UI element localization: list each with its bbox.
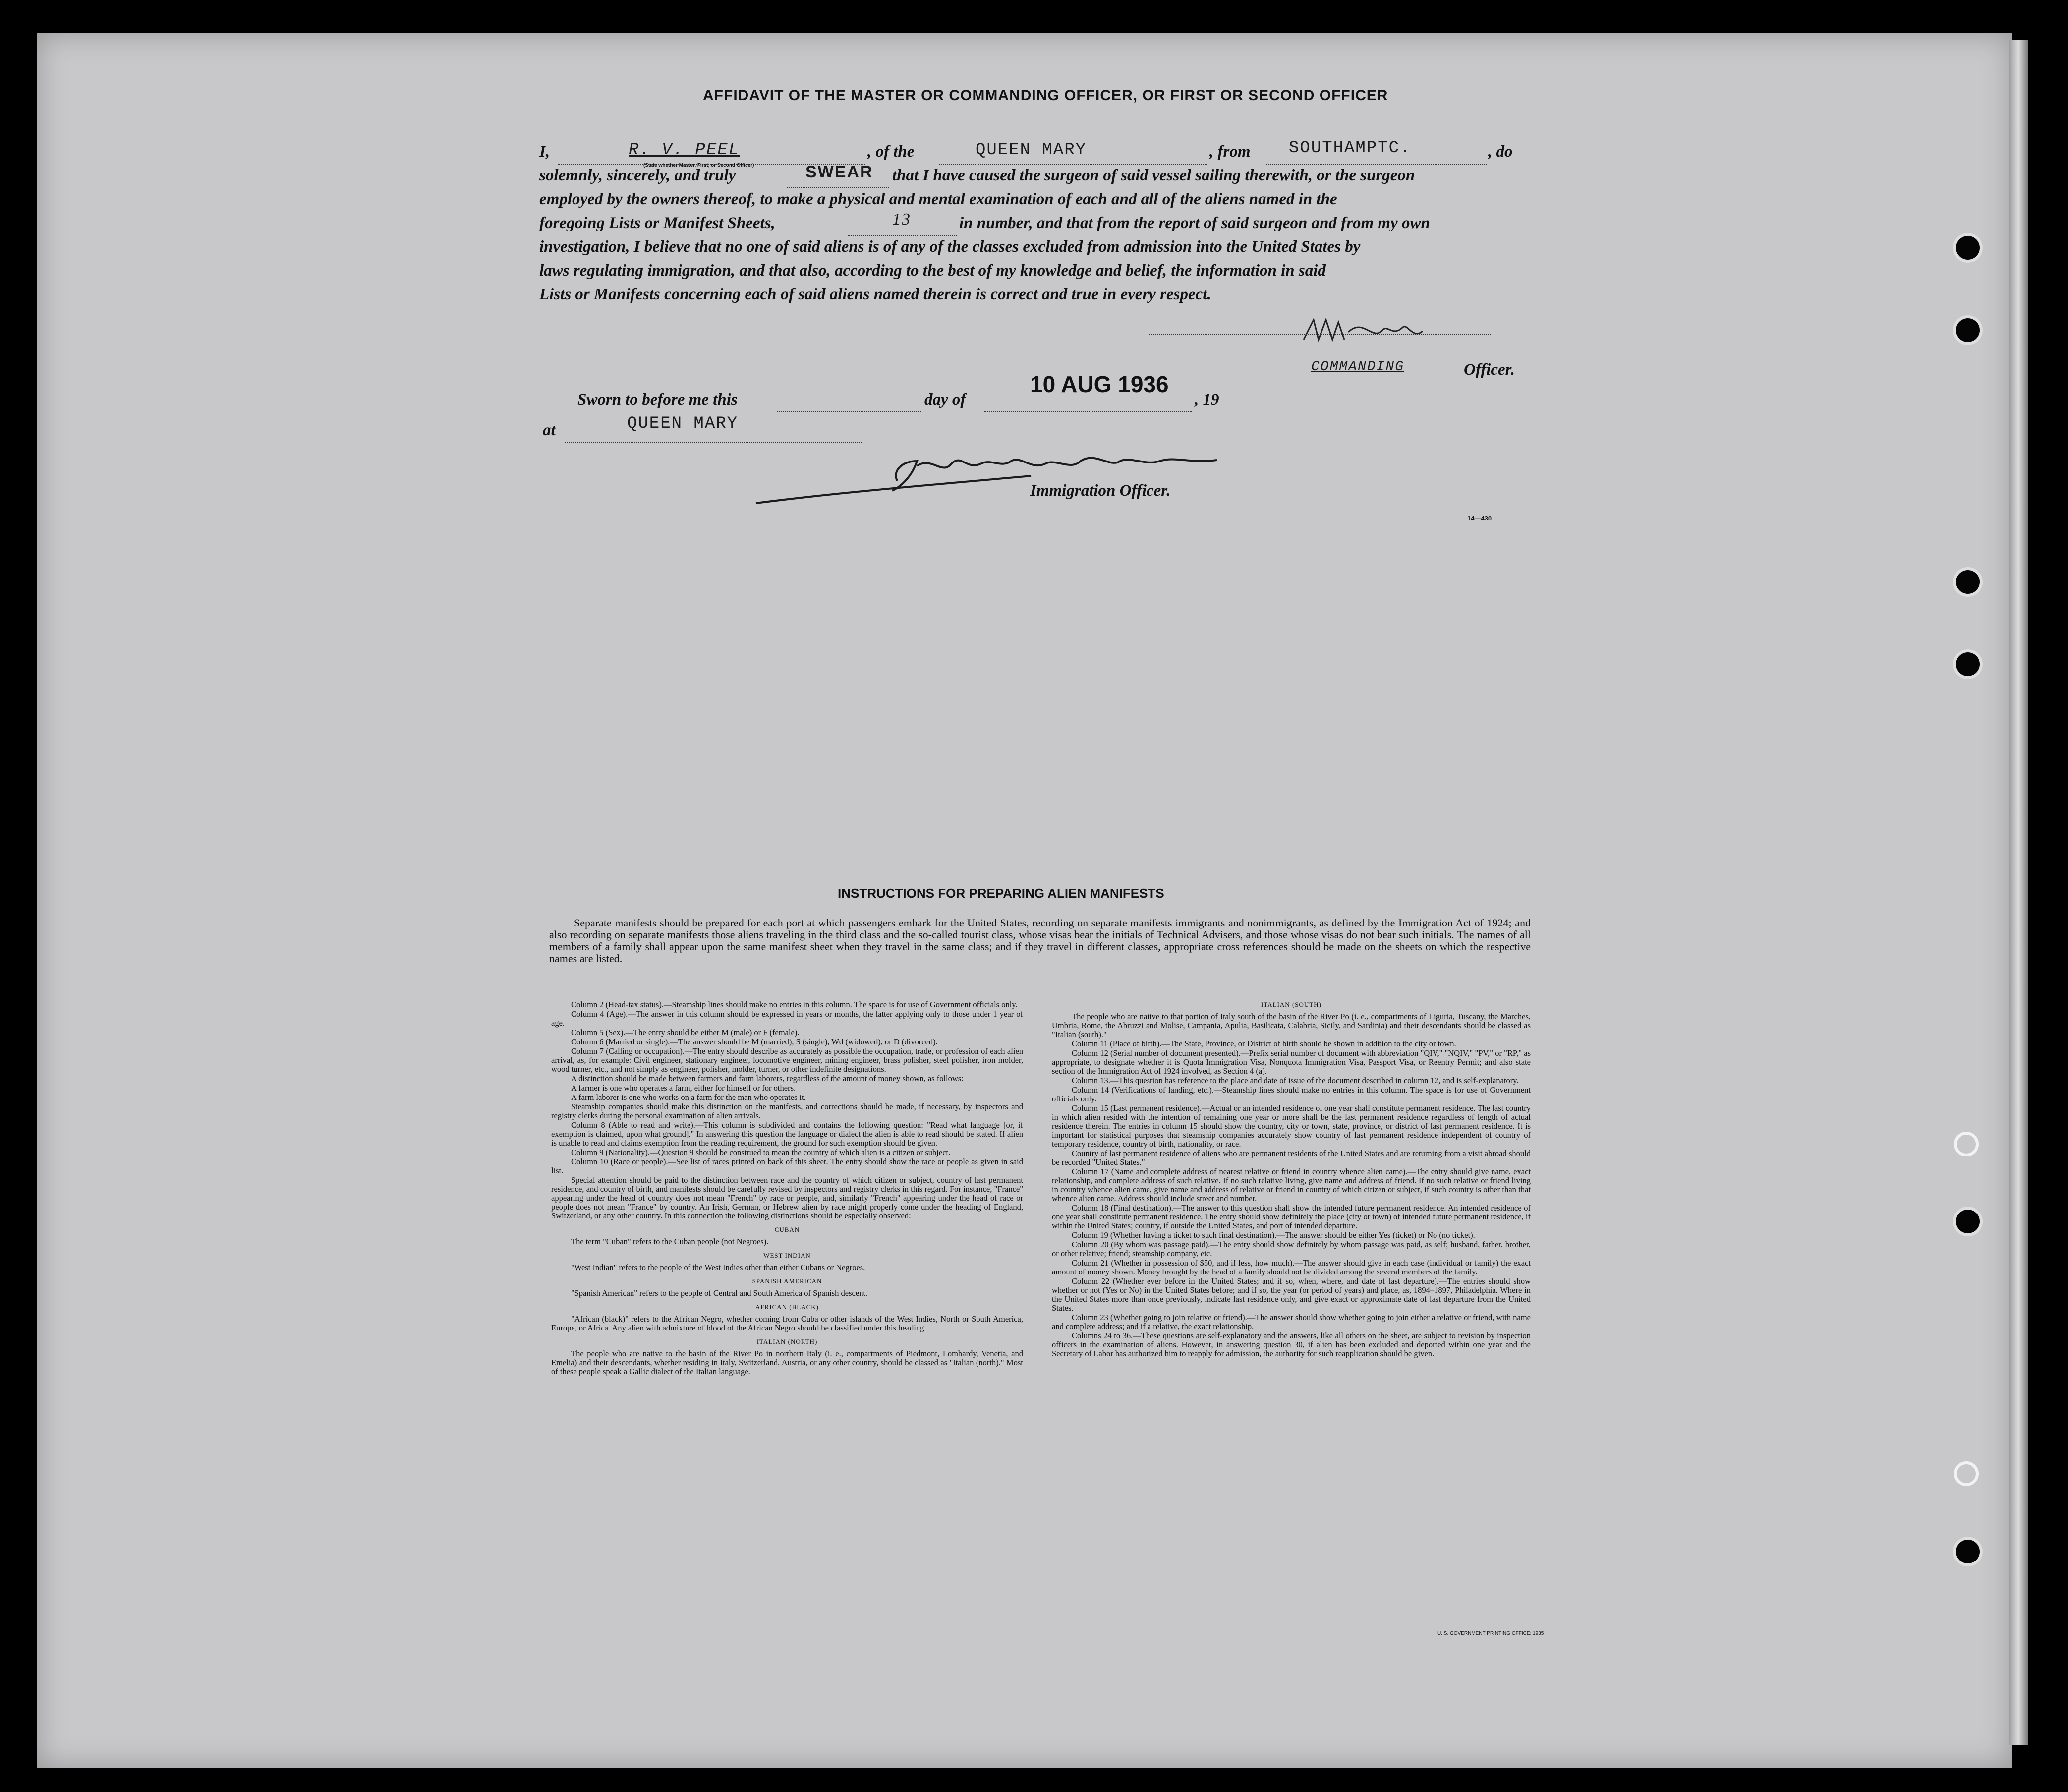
cuban-heading: CUBAN xyxy=(774,1226,800,1233)
col-14-text: Column 14 (Verifications of landing, etc.).—Steamship lines should make no entries in this column. The space is for use of Government officials only. xyxy=(1052,1085,1531,1103)
sheet-count: 13 xyxy=(892,210,911,229)
italian-south-heading: ITALIAN (SOUTH) xyxy=(1261,1001,1321,1008)
col-22-text: Column 22 (Whether ever before in the United States; and if so, when, where, and date of last departure).—The entries should show whether or not (Yes or No) in the United States before; and if so, the year (or period of years) and place, as, 1894–1897, Philadelphia. Where in the United States more than once previously, indicate last residence only, and give exact or approximate date of last departure from the United States. xyxy=(1052,1276,1531,1313)
port-name: SOUTHAMPTC. xyxy=(1289,139,1411,158)
instructions-intro: Separate manifests should be prepared for each port at which passengers embark for the United States, recording on separate manifests immigrants and nonimmigrants, as defined by the Immigration Act of 1924; and also recording on separate manifests those aliens traveling in the third class and the so-called tourist class, whose visas bear the initials of Technical Advisers, and those whose visas do not bear such initials. The names of all members of a family shall appear upon the same manifest sheet when they travel in the same class; and if they travel in different classes, appropriate cross references should be made on the sheets on which the respective names are listed. xyxy=(549,917,1531,965)
col-9-text: Column 9 (Nationality).—Question 9 should be construed to mean the country of which alien is a citizen or subject. xyxy=(571,1148,951,1157)
west-indian-text: "West Indian" refers to the people of the West Indies other than either Cubans or Negroes. xyxy=(571,1263,865,1272)
cuban-text: The term "Cuban" refers to the Cuban people (not Negroes). xyxy=(571,1237,769,1246)
col-15-text: Column 15 (Last permanent residence).—Actual or an intended residence of one year shall constitute permanent residence. The last country in which alien resided with the intention of remaining one year or more shall be the last permanent residence regardless of length of actual residence therein. The entries in column 15 should show the country, city or town, state, province, or district of last permanent residence. It is important for statistical purposes that steamship companies accurately show country of last permanent residence independent of country of temporary residence, country of birth, nationality, or race. xyxy=(1052,1103,1531,1149)
at-label: at xyxy=(543,421,556,439)
at-place: QUEEN MARY xyxy=(627,414,739,433)
affidavit-line-3: employed by the owners thereof, to make a physical and mental examination of each and all of the aliens named in the xyxy=(539,190,1337,208)
italian-north-text: The people who are native to the basin of the River Po in northern Italy (i. e., compartments of Piedmont, Lombardy, Venetia, and Emelia) and their descendants, whether residing in Italy, Switzerland, Austria, or any other country, should be classed as "Italian (north)." Most of these people speak a Gallic dialect of the Italian language. xyxy=(551,1349,1023,1376)
printer-imprint: U. S. GOVERNMENT PRINTING OFFICE: 1935 xyxy=(1437,1631,1544,1636)
affidavit-line-4b: in number, and that from the report of said surgeon and from my own xyxy=(959,214,1430,232)
line-prefix: I, xyxy=(539,143,550,161)
col-6-text: Column 6 (Married or single).—The answer should be M (married), S (single), Wd (widowed), or D (divorced). xyxy=(571,1037,938,1046)
instructions-title: INSTRUCTIONS FOR PREPARING ALIEN MANIFESTS xyxy=(838,886,1164,901)
col-7-text: Column 7 (Calling or occupation).—The entry should describe as accurately as possible the occupation, trade, or profession of each alien arrival, as, for example: Civil engineer, stationary engineer, locomotive engineer, mining engineer, brass polisher, steel polisher, iron molder, wood turner, etc., and not simply as engineer, polisher, molder, turner, or other indefinite designations. xyxy=(551,1046,1023,1074)
from-label: , from xyxy=(1209,143,1251,161)
affidavit-title: AFFIDAVIT OF THE MASTER OR COMMANDING OFFICER, OR FIRST OR SECOND OFFICER xyxy=(703,87,1388,104)
col-2-text: Column 2 (Head-tax status).—Steamship lines should make no entries in this column. The space is for use of Government officials only. xyxy=(571,1000,1018,1009)
binder-hole xyxy=(1954,1132,1979,1156)
affidavit-line-2a: solemnly, sincerely, and truly xyxy=(539,167,736,184)
binder-hole xyxy=(1956,570,1980,594)
col-17-text: Column 17 (Name and complete address of nearest relative or friend in country whence alien came).—The entry should give name, exact relationship, and complete address of such relative. If no such relative living, give name and address of friend. If no such relative or friend living in country whence alien came, give name and address of relative or friend in country of which citizen or subject, if such country is other than that whence alien came. Address should include street and number. xyxy=(1052,1167,1531,1203)
race-distinction-text: Special attention should be paid to the distinction between race and the country of which citizen or subject, country of last permanent residence, and country of birth, and manifests should be carefully revised by inspectors and registry clerks in this regard. For instance, "France" appearing under the head of country does not mean "French" by race or people, and, similarly "French" appearing under the head of race or people does not mean "France" by country. An Irish, German, or Hebrew alien by race might properly come under the heading of England, Switzerland, or any other country. In this connection the following distinctions should be especially observed: xyxy=(551,1175,1023,1220)
african-text: "African (black)" refers to the African Negro, whether coming from Cuba or other islands of the West Indies, North or South America, Europe, or Africa. Any alien with admixture of blood of the African Negro should be classified under this heading. xyxy=(551,1314,1023,1332)
signature-line xyxy=(1149,329,1491,335)
affidavit-line-5: investigation, I believe that no one of said aliens is of any of the classes excluded from admission into the United States by xyxy=(539,238,1361,256)
affidavit-line-2b: that I have caused the surgeon of said vessel sailing therewith, or the surgeon xyxy=(892,167,1415,184)
year-label: , 19 xyxy=(1195,391,1219,408)
officer-label: Officer. xyxy=(1464,361,1515,379)
steamship-note: Steamship companies should make this distinction on the manifests, and corrections should be made, if necessary, by inspectors and registry clerks during the personal examination of alien arrivals. xyxy=(551,1102,1023,1120)
officer-note: (State whether Master, First, or Second Officer) xyxy=(643,163,754,168)
farmer-distinction: A distinction should be made between farmers and farm laborers, regardless of the amount of money shown, as follows: xyxy=(571,1074,964,1083)
do-label: , do xyxy=(1488,143,1513,161)
affidavit-line-4a: foregoing Lists or Manifest Sheets, xyxy=(539,214,775,232)
page-edge xyxy=(2009,40,2028,1745)
oath-word: SWEAR xyxy=(805,163,873,181)
officer-name: R. V. PEEL xyxy=(629,141,740,160)
binder-hole xyxy=(1956,318,1980,342)
instructions-right-column xyxy=(1052,1000,1531,1359)
col-10-text: Column 10 (Race or people).—See list of races printed on back of this sheet. The entry should show the race or people as given in said list. xyxy=(551,1157,1023,1175)
binder-hole xyxy=(1956,652,1980,676)
officer-rank: COMMANDING xyxy=(1311,359,1405,375)
day-of-label: day of xyxy=(924,391,966,408)
col-13-text: Column 13.—This question has reference to the place and date of issue of the document described in column 12, and is self-explanatory. xyxy=(1072,1076,1519,1085)
of-the-label: , of the xyxy=(867,143,915,161)
spanish-american-heading: SPANISH AMERICAN xyxy=(752,1277,822,1285)
col-23-text: Column 23 (Whether going to join relative or friend).—The answer should show whether going to join either a relative or friend, with name and complete address; and if a relative, the exact relationship. xyxy=(1052,1313,1531,1331)
affidavit-line-6: laws regulating immigration, and that also, according to the best of my knowledge and belief, the information in said xyxy=(539,262,1326,280)
affidavit-line-7: Lists or Manifests concerning each of said aliens named therein is correct and true in every respect. xyxy=(539,286,1211,303)
sworn-label: Sworn to before me this xyxy=(577,391,738,408)
vessel-name: QUEEN MARY xyxy=(976,141,1087,160)
west-indian-heading: WEST INDIAN xyxy=(763,1252,811,1259)
col-24-36-text: Columns 24 to 36.—These questions are self-explanatory and the answers, like all others on the sheet, are subject to revision by inspection officers in the examination of aliens. However, in answering question 30, if alien has been excluded and deported within one year and the Secretary of Labor has authorized him to reapply for admission, the authority for such reapplication should be given. xyxy=(1052,1331,1531,1358)
farmer-def: A farmer is one who operates a farm, either for himself or for others. xyxy=(571,1083,796,1093)
col-19-text: Column 19 (Whether having a ticket to such final destination).—The answer should be either Yes (ticket) or No (no ticket). xyxy=(1072,1230,1475,1240)
italian-north-heading: ITALIAN (NORTH) xyxy=(756,1338,818,1345)
african-heading: AFRICAN (BLACK) xyxy=(755,1303,819,1311)
immigration-officer-label: Immigration Officer. xyxy=(1030,482,1171,500)
col-15-note: Country of last permanent residence of aliens who are permanent residents of the United States and are returning from a visit abroad should be recorded "United States." xyxy=(1052,1149,1531,1167)
farm-laborer-def: A farm laborer is one who works on a farm for the man who operates it. xyxy=(571,1093,806,1102)
italian-south-text: The people who are native to that portion of Italy south of the basin of the River Po (i. e., compartments of Liguria, Tuscany, the Marches, Umbria, Rome, the Abruzzi and Molise, Campania, Apulia, Basilicata, Calabria, Sicily, and Sardinia) and their descendants should be classed as "Italian (south)." xyxy=(1052,1012,1531,1039)
col-12-text: Column 12 (Serial number of document presented).—Prefix serial number of document with abbreviation "QIV," "NQIV," "PV," or "RP," as appropriate, to designate whether it is Quota Immigration Visa, Nonquota Immigration Visa, Passport Visa, or Reentry Permit; and also state section of the Immigration Act of 1924 involved, as Section 4 (a). xyxy=(1052,1048,1531,1076)
col-8-text: Column 8 (Able to read and write).—This column is subdivided and contains the following question: "Read what language [or, if exemption is claimed, upon what ground]." In answering this question the language or dialect the alien is able to read should be stated. If alien is unable to read and claims exemption from the reading requirement, the ground for such exemption should be given. xyxy=(551,1120,1023,1148)
binder-hole xyxy=(1956,236,1980,260)
col-4-text: Column 4 (Age).—The answer in this column should be expressed in years or months, the latter applying only to those under 1 year of age. xyxy=(551,1009,1023,1028)
sworn-day-field xyxy=(777,392,921,412)
col-18-text: Column 18 (Final destination).—The answer to this question shall show the intended future permanent residence. An intended residence of one year shall constitute permanent residence. The entry should show definitely the place (city or town) of intended future permanent residence, if within the United States; country, if outside the United States, and port of intended departure. xyxy=(1052,1203,1531,1230)
form-number: 14—430 xyxy=(1467,515,1492,522)
col-5-text: Column 5 (Sex).—The entry should be either M (male) or F (female). xyxy=(571,1028,800,1037)
col-11-text: Column 11 (Place of birth).—The State, Province, or District of birth should be shown in addition to the city or town. xyxy=(1072,1039,1456,1048)
date-stamp: 10 AUG 1936 xyxy=(1030,371,1169,397)
col-21-text: Column 21 (Whether in possession of $50, and if less, how much).—The answer should give in each case (individual or family) the exact amount of money shown. Money brought by the head of a family should not be divided among the several members of the family. xyxy=(1052,1258,1531,1276)
col-20-text: Column 20 (By whom was passage paid).—The entry should show definitely by whom passage was paid, as self; husband, father, brother, or other relative; friend; steamship company, etc. xyxy=(1052,1240,1531,1258)
binder-hole xyxy=(1956,1210,1980,1233)
binder-hole xyxy=(1956,1540,1980,1563)
instructions-left-column xyxy=(551,1000,1023,1377)
affidavit-line-1 xyxy=(539,143,550,161)
spanish-american-text: "Spanish American" refers to the people of Central and South America of Spanish descent. xyxy=(571,1288,868,1298)
binder-hole xyxy=(1954,1461,1979,1486)
